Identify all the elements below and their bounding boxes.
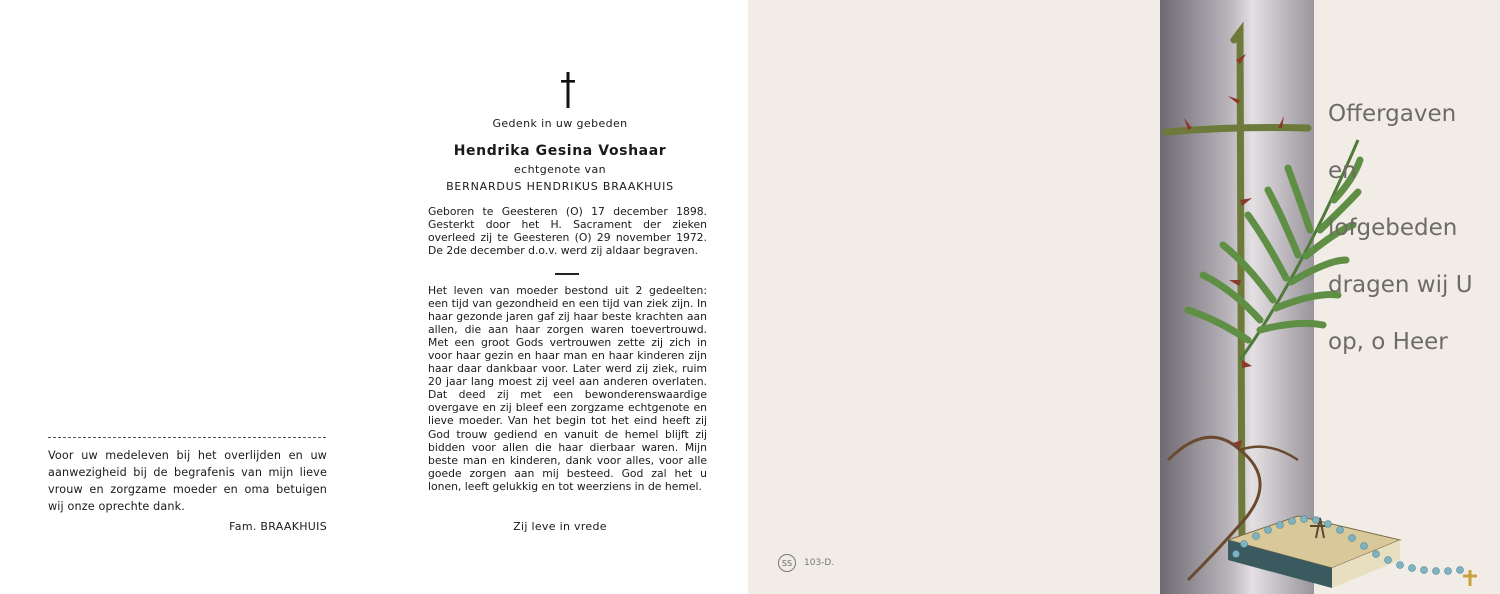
divider [48,437,326,438]
divider [555,273,579,275]
thanks-signature: Fam. BRAAKHUIS [229,520,327,533]
thanks-text: Voor uw medeleven bij het overlijden en uw aanwezigheid bij de begrafenis van mijn lieve vrouw en zorgzame moeder en oma betuigen wij onze oprechte dank. [48,449,327,513]
spouse-name: BERNARDUS HENDRIKUS BRAAKHUIS [446,180,674,193]
deceased-name: Hendrika Gesina Voshaar [453,143,667,159]
publisher-imprint [778,554,834,572]
poem [1328,96,1473,381]
thanks-panel [0,0,372,594]
memorial-panel [372,0,748,594]
publisher-logo: SS [778,554,796,572]
cross-icon [558,72,578,108]
poem-line: Offergaven [1328,101,1457,127]
cover-panel [748,0,1500,594]
life-story: Het leven van moeder bestond uit 2 gedeelten: een tijd van gezondheid en een tijd van ziek zijn. In haar gezonde jaren gaf zij haar beste krachten aan allen, die aan haar zorgen waren toevertrouwd. Met een groot Gods vertrouwen zette zij zich in voor haar gezin en haar man en haar kinderen zijn haar daar dankbaar voor. Later werd zij ziek, ruim 20 jaar lang moest zij veel aan anderen overlaten. Dat deed zij met een bewonderenswaardige overgave en zij bleef een zorgzame echtgenote en lieve moeder. Van het begin tot het eind heeft zij God trouw gediend en vanuit de hemel blijft zij bidden voor allen die haar dierbaar waren. Mijn beste man en kinderen, dank voor alles, voor alle goede zorgen aan mij besteed. God zal het u lonen, leeft gelukkig en tot weerziens in de hemel. [428,284,707,493]
closing-line: Zij leve in vrede [513,520,607,533]
publisher-code: 103-D. [804,558,835,568]
poem-line: en [1328,158,1357,184]
poem-line: op, o Heer [1328,329,1448,355]
memorial-heading: Gedenk in uw gebeden [492,117,628,130]
poem-line: lofgebeden [1328,215,1458,241]
biography: Geboren te Geesteren (O) 17 december 1898. Gesterkt door het H. Sacrament der zieken overleed zij te Geesteren (O) 29 november 1972. De 2de december d.o.v. werd zij aldaar begraven. [428,205,707,258]
relation-label: echtgenote van [514,163,606,176]
poem-line: dragen wij U [1328,272,1473,298]
